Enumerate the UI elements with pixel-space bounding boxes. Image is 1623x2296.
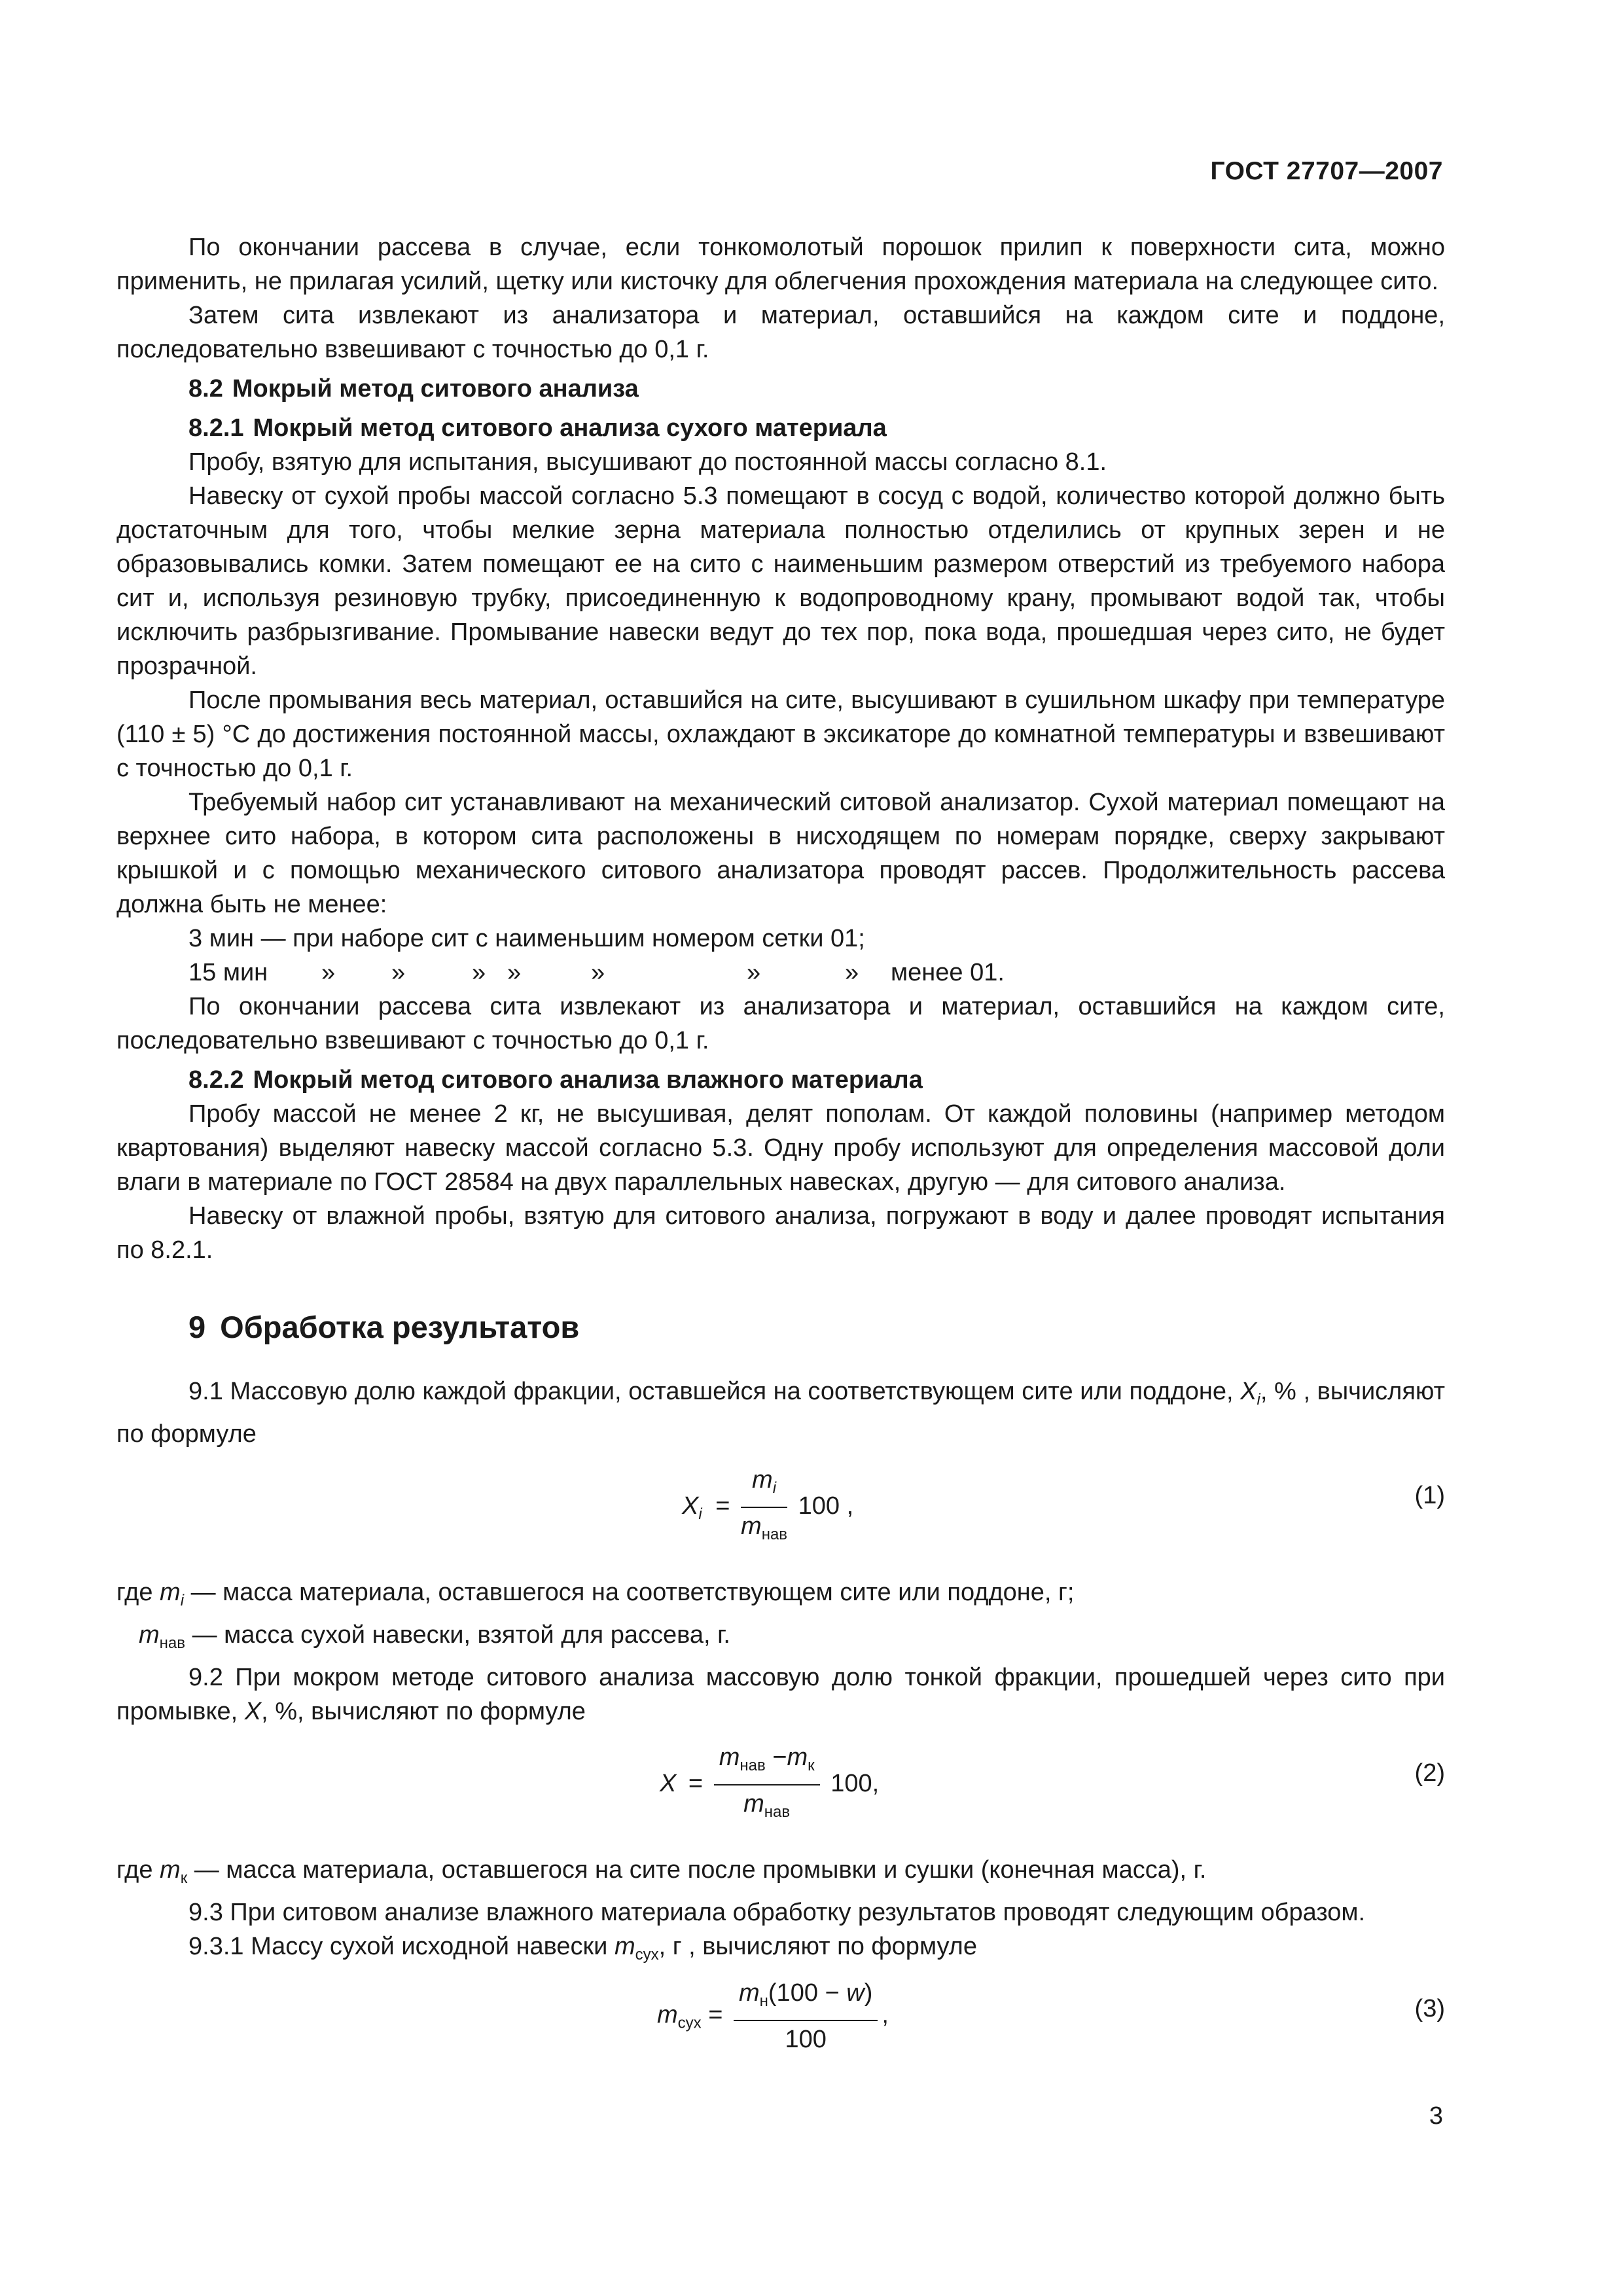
- text-run: ): [864, 1979, 873, 2007]
- variable: X: [244, 1698, 262, 1725]
- ditto-mark: »: [321, 959, 336, 986]
- ditto-mark: »: [845, 959, 859, 986]
- definition: — масса материала, оставшегося на соответствующем сите или поддоне, г;: [184, 1579, 1075, 1606]
- subsection-number: 8.2.1: [188, 414, 244, 442]
- subsection-title: Мокрый метод ситового анализа: [232, 375, 639, 403]
- paragraph: [116, 1660, 1445, 1729]
- formula-body: [660, 1740, 879, 1829]
- subscript: к: [808, 1757, 815, 1774]
- variable: m: [738, 1979, 760, 2007]
- ditto-mark: »: [391, 959, 406, 986]
- subsection-title: Мокрый метод ситового анализа влажного материала: [253, 1066, 923, 1094]
- section-title: Обработка результатов: [220, 1310, 580, 1344]
- text-run: , %, вычисляют по формуле: [261, 1698, 586, 1725]
- variable: m: [719, 1744, 740, 1771]
- formula-1: [116, 1463, 1445, 1561]
- subscript: нав: [761, 1526, 788, 1543]
- variable: m: [752, 1466, 773, 1494]
- variable: w: [846, 1979, 865, 2007]
- text-run: 9.1 Массовую долю каждой фракции, оставшейся на соответствующем сите или поддоне,: [188, 1378, 1241, 1405]
- variable: X: [660, 1770, 677, 1798]
- definition: — масса сухой навески, взятой для рассева, г.: [185, 1621, 730, 1649]
- section-heading-9: [116, 1308, 1445, 1347]
- paragraph: По окончании рассева в случае, если тонкомолотый порошок прилип к поверхности сита, можно применить, не прилагая усилий, щетку или кисточку для облегчения прохождения материала на следующее сито.: [116, 234, 1445, 295]
- subscript: нав: [740, 1757, 766, 1774]
- variable: m: [614, 1933, 635, 1960]
- subsection-heading-8-2-1: [116, 411, 1445, 445]
- section-number: 9: [188, 1310, 206, 1344]
- paragraph: Требуемый набор сит устанавливают на механический ситовой анализатор. Сухой материал помещают на верхнее сито набора, в котором сита расположены в нисходящем по номерам порядке, сверху закрывают крышкой и с помощью механического ситового анализатора проводят рассев. Продолжительность рассева должна быть не менее:: [116, 789, 1445, 918]
- fraction: [741, 1463, 787, 1552]
- paragraph: По окончании рассева сита извлекают из анализатора и материал, оставшийся на каждом сите, последовательно взвешивают с точностью до 0,1 г.: [116, 993, 1445, 1054]
- denominator: [741, 1508, 787, 1552]
- variable: m: [741, 1513, 762, 1540]
- denominator: 100: [785, 2026, 827, 2053]
- text-run: 9.3.1 Массу сухой исходной навески: [188, 1933, 615, 1960]
- paragraph: Навеску от влажной пробы, взятую для ситового анализа, погружают в воду и далее проводят испытания по 8.2.1.: [116, 1202, 1445, 1264]
- document-body: [116, 230, 1445, 2089]
- where-line: [116, 1575, 1445, 1618]
- variable: m: [139, 1621, 160, 1649]
- equation-number: (2): [1414, 1759, 1445, 1787]
- subscript: нав: [764, 1803, 791, 1821]
- coefficient: 100 ,: [798, 1492, 854, 1520]
- coefficient: 100,: [830, 1770, 880, 1798]
- ditto-mark: »: [472, 959, 486, 986]
- equation-number: (1): [1414, 1482, 1445, 1509]
- subscript: i: [180, 1592, 185, 1609]
- subsection-number: 8.2: [188, 375, 223, 403]
- variable: m: [787, 1744, 808, 1771]
- paragraph: Пробу массой не менее 2 кг, не высушивая, делят пополам. От каждой половины (например методом квартования) выделяют навеску массой согласно 5.3. Одну пробу используют для определения массовой доли влаги в материале по ГОСТ 28584 на двух параллельных навесках, другую — для ситового анализа.: [116, 1100, 1445, 1196]
- variable: m: [160, 1579, 181, 1606]
- denominator: [714, 1785, 820, 1829]
- subsection-title: Мокрый метод ситового анализа сухого материала: [253, 414, 887, 442]
- paragraph: Затем сита извлекают из анализатора и материал, оставшийся на каждом сите и поддоне, последовательно взвешивают с точностью до 0,1 г.: [116, 302, 1445, 363]
- subscript: к: [180, 1869, 188, 1887]
- list-line-ditto: [116, 956, 1445, 990]
- equals-sign: =: [688, 1770, 704, 1798]
- paragraph: Пробу, взятую для испытания, высушивают до постоянной массы согласно 8.1.: [188, 448, 1107, 476]
- punctuation: ,: [882, 2001, 889, 2029]
- paragraph: [116, 1929, 1445, 1972]
- page-number: 3: [1429, 2102, 1443, 2130]
- where-line: [116, 1618, 1445, 1660]
- text-run: (100 −: [768, 1979, 847, 2007]
- subsection-heading-8-2-2: [116, 1063, 1445, 1097]
- document-header: ГОСТ 27707—2007: [1210, 157, 1443, 185]
- subsection-number: 8.2.2: [188, 1066, 244, 1094]
- ditto-mark: »: [591, 959, 605, 986]
- subscript: н: [759, 1992, 768, 2010]
- formula-3: [116, 1976, 1445, 2074]
- line-end: менее 01.: [891, 959, 1005, 986]
- text-run: , % , вычисляют по формуле: [116, 1378, 1445, 1448]
- fraction: [714, 1740, 820, 1829]
- subsection-heading-8-2: [116, 372, 1445, 406]
- variable: X: [1240, 1378, 1257, 1405]
- paragraph: После промывания весь материал, оставшийся на сите, высушивают в сушильном шкафу при температуре (110 ± 5) °С до достижения постоянной массы, охлаждают в эксикаторе до комнатной температуры и взвешивают с точностью до 0,1 г.: [116, 687, 1445, 782]
- where-line: [116, 1853, 1445, 1895]
- subscript: i: [1257, 1391, 1260, 1408]
- subscript: i: [772, 1479, 777, 1497]
- formula-body: [657, 1976, 889, 2056]
- text-run: 9.2 При мокром методе ситового анализа массовую долю тонкой фракции, прошедшей через сито при промывке,: [116, 1664, 1445, 1725]
- numerator: [714, 1740, 820, 1785]
- ditto-mark: »: [507, 959, 522, 986]
- formula-2: [116, 1740, 1445, 1839]
- duration: 15 мин: [188, 959, 268, 986]
- list-line: 3 мин — при наборе сит с наименьшим номером сетки 01;: [188, 925, 865, 952]
- formula-body: [682, 1463, 853, 1552]
- equation-number: (3): [1414, 1995, 1445, 2022]
- text-run: , г , вычисляют по формуле: [658, 1933, 977, 1960]
- text-run: где: [116, 1579, 160, 1606]
- equals-sign: =: [715, 1492, 730, 1520]
- variable: m: [657, 2001, 678, 2029]
- paragraph: [116, 1374, 1445, 1451]
- numerator: [734, 1976, 878, 2021]
- text-run: где: [116, 1856, 160, 1884]
- variable: X: [682, 1492, 699, 1520]
- subscript: i: [698, 1505, 702, 1524]
- subscript: сух: [635, 1946, 659, 1964]
- equals-sign: =: [708, 2001, 723, 2029]
- numerator: [741, 1463, 787, 1508]
- subscript: нав: [159, 1634, 186, 1652]
- variable: m: [743, 1790, 764, 1818]
- definition: — масса материала, оставшегося на сите после промывки и сушки (конечная масса), г.: [187, 1856, 1207, 1884]
- subscript: сух: [677, 2014, 702, 2032]
- ditto-mark: »: [747, 959, 761, 986]
- minus-sign: −: [772, 1744, 787, 1771]
- paragraph: Навеску от сухой пробы массой согласно 5.3 помещают в сосуд с водой, количество которой должно быть достаточным для того, чтобы мелкие зерна материала полностью отделились от крупных зерен и не образовывались комки. Затем помещают ее на сито с наименьшим размером отверстий из требуемого набора сит и, используя резиновую трубку, присоединенную к водопроводному крану, промывают водой так, чтобы исключить разбрызгивание. Промывание навески ведут до тех пор, пока вода, прошедшая через сито, не будет прозрачной.: [116, 482, 1445, 680]
- variable: m: [160, 1856, 181, 1884]
- fraction: [734, 1976, 878, 2056]
- paragraph: 9.3 При ситовом анализе влажного материала обработку результатов проводят следующим образом.: [188, 1899, 1366, 1926]
